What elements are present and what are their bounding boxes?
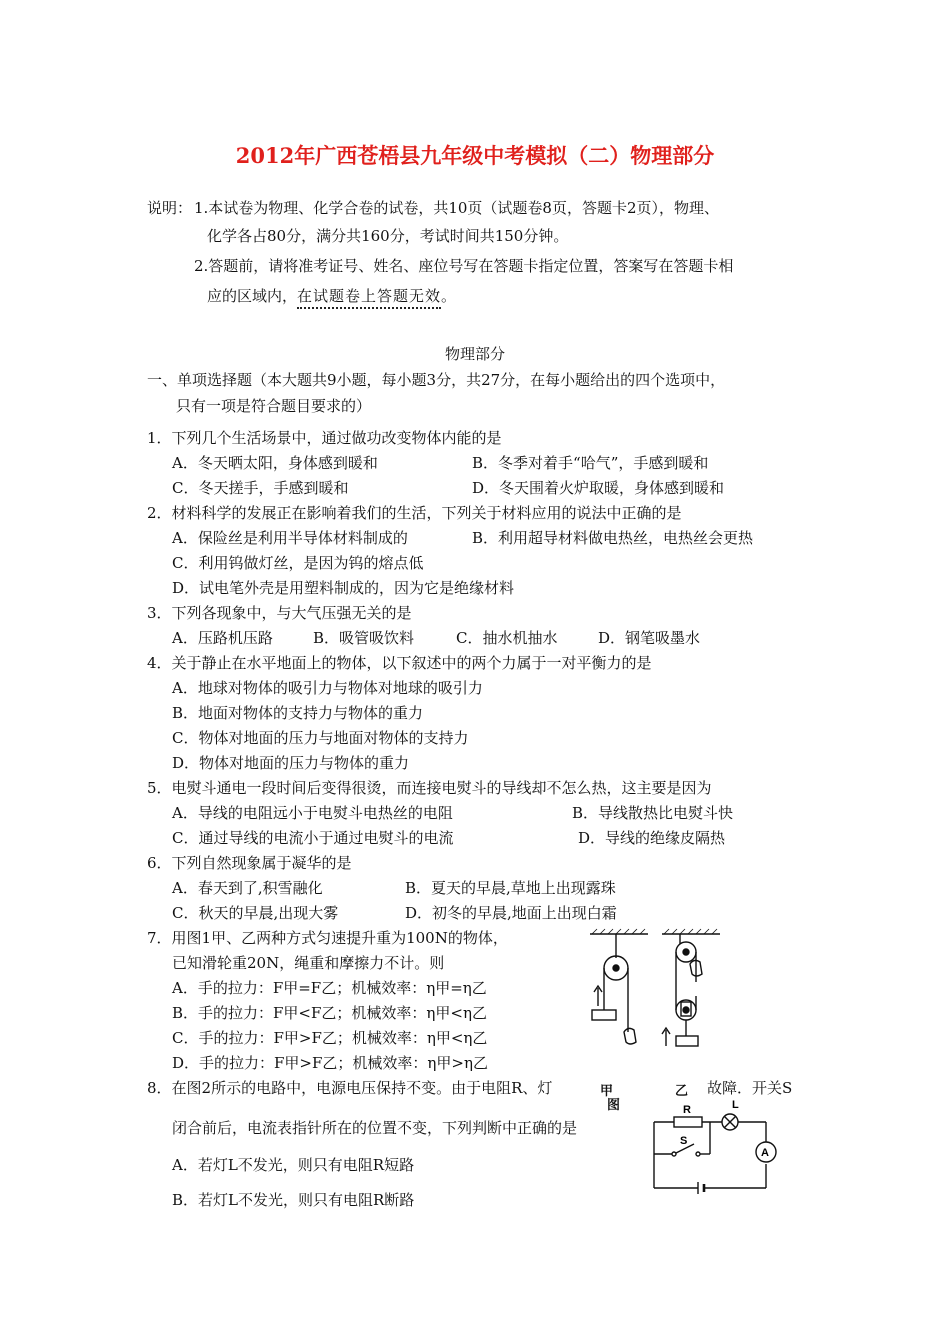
q1-option-d: D．冬天围着火炉取暖，身体感到暖和 (472, 479, 725, 497)
q2-option-a: A．保险丝是利用半导体材料制成的 (172, 529, 408, 547)
ammeter-label: A (761, 1147, 769, 1159)
figure-1-label-yi: 乙 (675, 1084, 689, 1099)
figure-1-caption: 图 (607, 1098, 621, 1113)
note-2-line-2: 应的区域内，在试题卷上答题无效。 (207, 286, 456, 306)
switch-label: S (680, 1135, 688, 1147)
q7-stem: 7．用图1甲、乙两种方式匀速提升重为100N的物体， (147, 929, 508, 947)
page-title: 2012年广西苍梧县九年级中考模拟（二）物理部分 (235, 143, 715, 168)
q7-option-c: C．手的拉力：F甲>F乙；机械效率：η甲<η乙 (172, 1029, 488, 1047)
q4-option-d: D．物体对地面的压力与物体的重力 (172, 754, 410, 772)
q7-stem-line-2: 已知滑轮重20N，绳重和摩擦力不计。则 (172, 954, 445, 972)
q8-stem: 8．在图2所示的电路中，电源电压保持不变。由于电阻R、灯 (147, 1079, 553, 1097)
circuit-diagram (640, 1100, 780, 1200)
note-1-line-1: 1.本试卷为物理、化学合卷的试卷，共10页（试题卷8页，答题卡2页），物理、 (194, 199, 719, 217)
figure-1-label-jia: 甲 (600, 1084, 614, 1099)
q4-stem: 4．关于静止在水平地面上的物体，以下叙述中的两个力属于一对平衡力的是 (147, 654, 652, 672)
q5-option-d: D．导线的绝缘皮隔热 (578, 829, 726, 847)
section-title: 物理部分 (444, 345, 505, 363)
part-1-heading: 一、单项选择题（本大题共9小题，每小题3分，共27分，在每小题给出的四个选项中， (147, 371, 726, 389)
q1-option-b: B．冬季对着手“哈气”，手感到暖和 (472, 454, 709, 472)
emphasis-text: 在试题卷上答题无效 (297, 287, 441, 309)
q3-option-d: D．钢笔吸墨水 (598, 629, 701, 647)
q6-option-d: D．初冬的早晨,地面上出现白霜 (405, 904, 617, 922)
q8-option-a: A．若灯L不发光，则只有电阻R短路 (172, 1156, 415, 1174)
pulley-figure (580, 924, 730, 1062)
q7-option-a: A．手的拉力：F甲=F乙；机械效率：η甲=η乙 (172, 979, 487, 997)
lamp-label: L (732, 1100, 739, 1111)
q1-option-c: C．冬天搓手，手感到暖和 (172, 479, 349, 497)
q8-stem-tail: 故障．开关S (707, 1079, 793, 1097)
q5-stem: 5．电熨斗通电一段时间后变得很烫，而连接电熨斗的导线却不怎么热，这主要是因为 (147, 779, 712, 797)
q8-stem-line-2: 闭合前后，电流表指针所在的位置不变，下列判断中正确的是 (172, 1119, 578, 1137)
q5-option-b: B．导线散热比电熨斗快 (572, 804, 734, 822)
note-2-line-1: 2.答题前，请将准考证号、姓名、座位号写在答题卡指定位置，答案写在答题卡相 (194, 257, 734, 275)
q5-option-c: C．通过导线的电流小于通过电熨斗的电流 (172, 829, 454, 847)
q5-option-a: A．导线的电阻远小于电熨斗电热丝的电阻 (172, 804, 453, 822)
q8-option-b: B．若灯L不发光，则只有电阻R断路 (172, 1191, 415, 1209)
q2-option-c: C．利用钨做灯丝，是因为钨的熔点低 (172, 554, 424, 572)
q3-stem: 3．下列各现象中，与大气压强无关的是 (147, 604, 412, 622)
q3-option-c: C．抽水机抽水 (456, 629, 558, 647)
notes-prefix: 说明： (147, 199, 193, 217)
q2-stem: 2．材料科学的发展正在影响着我们的生活，下列关于材料应用的说法中正确的是 (147, 504, 682, 522)
note-1-line-2: 化学各占80分，满分共160分，考试时间共150分钟。 (207, 227, 569, 245)
q6-option-a: A．春天到了,积雪融化 (172, 879, 323, 897)
q4-option-a: A．地球对物体的吸引力与物体对地球的吸引力 (172, 679, 483, 697)
q2-option-b: B．利用超导材料做电热丝，电热丝会更热 (472, 529, 754, 547)
q3-option-b: B．吸管吸饮料 (313, 629, 415, 647)
q7-option-d: D．手的拉力：F甲>F乙；机械效率：η甲>η乙 (172, 1054, 488, 1072)
q6-stem: 6．下列自然现象属于凝华的是 (147, 854, 352, 872)
q6-option-c: C．秋天的早晨,出现大雾 (172, 904, 339, 922)
part-1-heading-line-2: 只有一项是符合题目要求的） (176, 397, 372, 415)
resistor-label: R (683, 1104, 691, 1116)
q7-option-b: B．手的拉力：F甲<F乙；机械效率：η甲<η乙 (172, 1004, 487, 1022)
q4-option-c: C．物体对地面的压力与地面对物体的支持力 (172, 729, 469, 747)
q2-option-d: D．试电笔外壳是用塑料制成的，因为它是绝缘材料 (172, 579, 515, 597)
q3-option-a: A．压路机压路 (172, 629, 273, 647)
q1-option-a: A．冬天晒太阳，身体感到暖和 (172, 454, 378, 472)
q6-option-b: B．夏天的早晨,草地上出现露珠 (405, 879, 616, 897)
q1-stem: 1．下列几个生活场景中，通过做功改变物体内能的是 (147, 429, 502, 447)
q4-option-b: B．地面对物体的支持力与物体的重力 (172, 704, 424, 722)
